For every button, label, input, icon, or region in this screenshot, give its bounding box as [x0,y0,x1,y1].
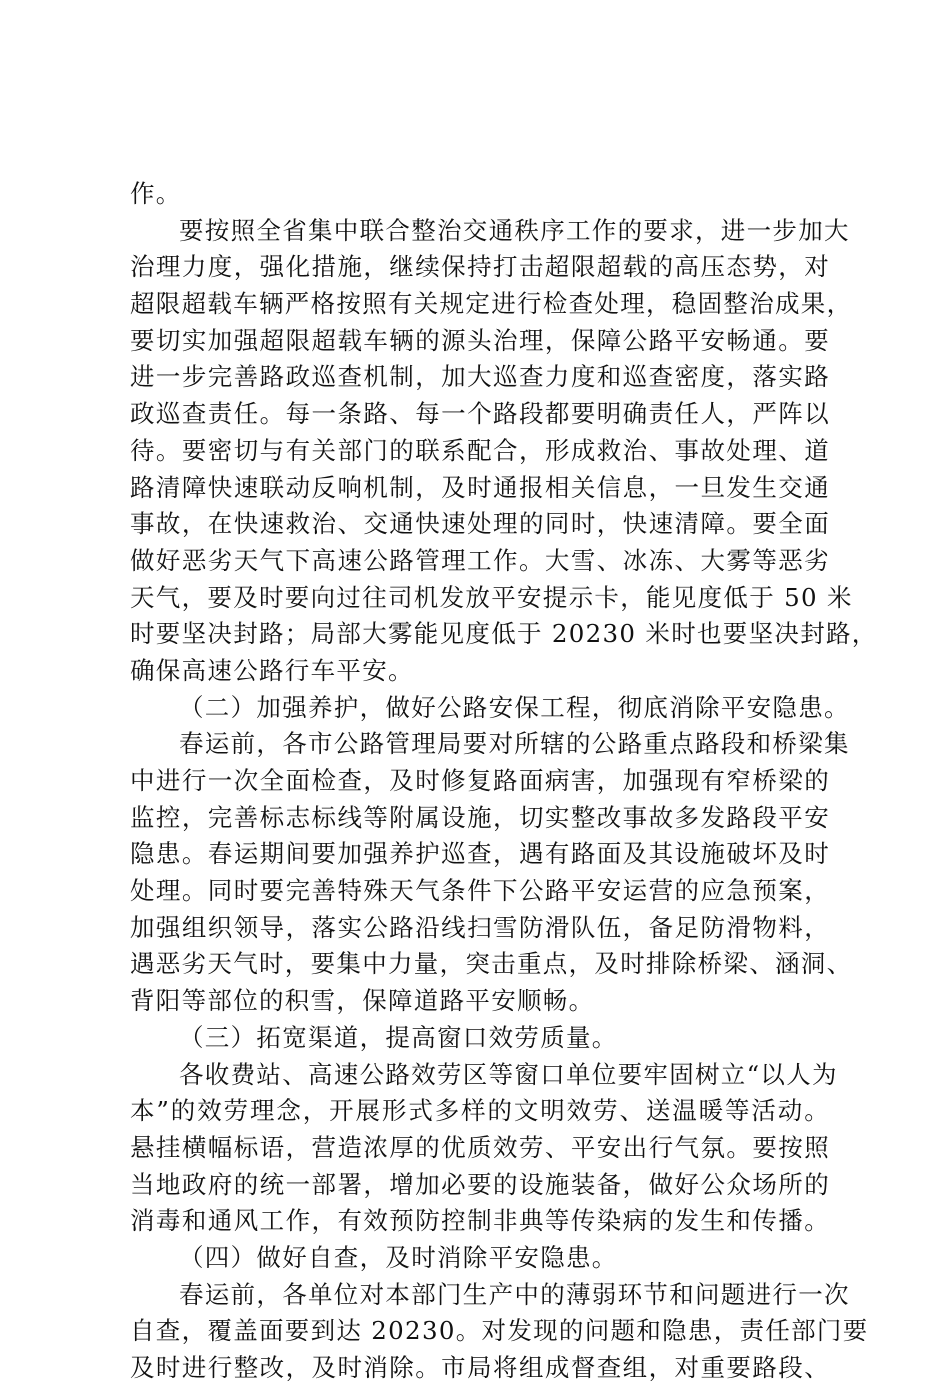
section-heading: （四）做好自查，及时消除平安隐患。 [179,1242,618,1272]
paragraph-line: 悬挂横幅标语，营造浓厚的优质效劳、平安出行气氛。要按照 [130,1132,830,1162]
paragraph-line: 做好恶劣天气下高速公路管理工作。大雪、冰冻、大雾等恶劣 [130,545,830,575]
paragraph-line: 进一步完善路政巡查机制，加大巡查力度和巡查密度，落实路 [130,362,830,392]
paragraph-line: 消毒和通风工作，有效预防控制非典等传染病的发生和传播。 [130,1206,830,1236]
paragraph-line: 及时进行整改，及时消除。市局将组成督查组，对重要路段、 [130,1353,830,1382]
paragraph-line: 春运前，各市公路管理局要对所辖的公路重点路段和桥梁集 [179,729,850,759]
paragraph-line: 超限超载车辆严格按照有关规定进行检查处理，稳固整治成果， [130,289,853,319]
paragraph-line: 自查，覆盖面要到达 20230。对发现的问题和隐患，责任部门要 [130,1316,869,1346]
paragraph-line: 待。要密切与有关部门的联系配合，形成救治、事故处理、道 [130,435,830,465]
section-heading: （二）加强养护，做好公路安保工程，彻底消除平安隐患。 [179,692,850,722]
paragraph-line: 背阳等部位的积雪，保障道路平安顺畅。 [130,986,595,1016]
paragraph-line: 当地政府的统一部署，增加必要的设施装备，做好公众场所的 [130,1169,830,1199]
paragraph-line: 加强组织领导，落实公路沿线扫雪防滑队伍，备足防滑物料， [130,912,830,942]
paragraph-line: 时要坚决封路；局部大雾能见度低于 20230 米时也要坚决封路， [130,619,878,649]
paragraph-line: 要按照全省集中联合整治交通秩序工作的要求，进一步加大 [179,215,850,245]
paragraph-line: 处理。同时要完善特殊天气条件下公路平安运营的应急预案， [130,876,830,906]
paragraph-line: 作。 [130,179,182,208]
paragraph-line: 政巡查责任。每一条路、每一个路段都要明确责任人，严阵以 [130,399,830,429]
paragraph-line: 事故，在快速救治、交通快速处理的同时，快速清障。要全面 [130,509,830,539]
paragraph-line: 要切实加强超限超载车辆的源头治理，保障公路平安畅通。要 [130,325,830,355]
paragraph-line: 确保高速公路行车平安。 [130,655,414,685]
paragraph-line: 监控，完善标志标线等附属设施，切实整改事故多发路段平安 [130,802,830,832]
paragraph-line: 隐患。春运期间要加强养护巡查，遇有路面及其设施破坏及时 [130,839,830,869]
document-body [130,176,878,1387]
paragraph-line: 本”的效劳理念，开展形式多样的文明效劳、送温暖等活动。 [130,1096,830,1126]
paragraph-line: 中进行一次全面检查，及时修复路面病害，加强现有窄桥梁的 [130,766,830,795]
paragraph-line: 天气，要及时要向过往司机发放平安提示卡，能见度低于 50 米 [130,582,853,612]
paragraph-line: 路清障快速联动反响机制，及时通报相关信息，一旦发生交通 [130,472,830,502]
paragraph-line: 治理力度，强化措施，继续保持打击超限超载的高压态势，对 [130,252,830,282]
paragraph-line: 各收费站、高速公路效劳区等窗口单位要牢固树立“以人为 [179,1059,838,1089]
paragraph-line: 春运前，各单位对本部门生产中的薄弱环节和问题进行一次 [179,1279,850,1309]
section-heading: （三）拓宽渠道，提高窗口效劳质量。 [179,1022,618,1052]
paragraph-line: 遇恶劣天气时，要集中力量，突击重点，及时排除桥梁、涵洞、 [130,949,853,979]
